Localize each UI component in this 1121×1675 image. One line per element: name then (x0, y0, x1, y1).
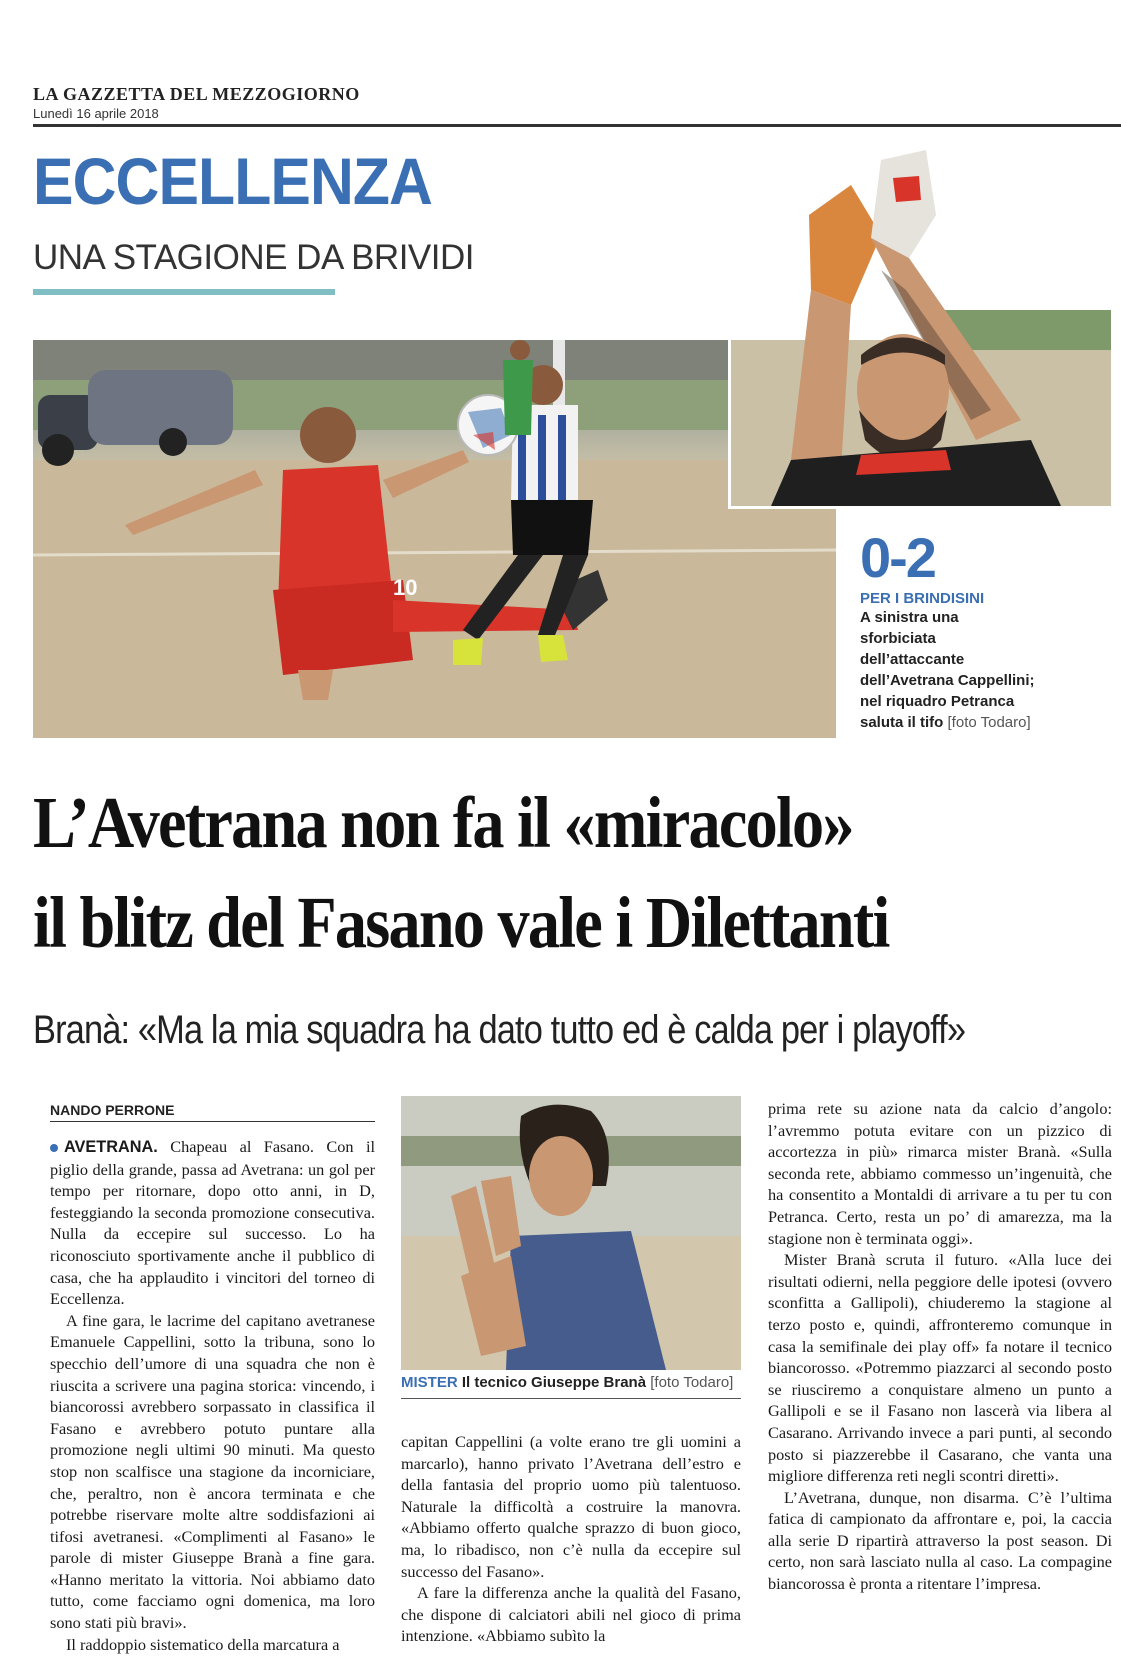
coach-illustration (401, 1096, 741, 1370)
caption-line: saluta il tifo (860, 714, 944, 731)
coach-photo-credit: [foto Todaro] (650, 1374, 734, 1391)
section-rule (33, 289, 335, 295)
section-subkicker: UNA STAGIONE DA BRIVIDI (33, 238, 475, 277)
paragraph-text: Chapeau al Fasano. Con il piglio della grande, passa ad Avetrana: un gol per tempo per ritornare, dopo otto anni, in D, festeggiando la seconda promozione consecutiva. Nulla da eccepire sul successo. Lo ha riconosciuto sportivamente anche il pubblico di casa, che ha applaudito i vincitori del torneo di Eccellenza. (50, 1137, 376, 1309)
caption-line: dell’attaccante (860, 651, 965, 668)
section-kicker: ECCELLENZA (33, 144, 432, 218)
article-paragraph: A fare la differenza anche la qualità del Fasano, che dispone di calciatori abili nel gioco di prima intenzione. «Abbiamo subìto la (401, 1583, 741, 1646)
article-paragraph: prima rete su azione nata da calcio d’angolo: l’avremmo potuta evitare con un pizzico di accortezza in più» rimarca mister Branà. «Sulla seconda rete, abbiamo commesso un’ingenuità, che ha consentito a Montaldi di arrivare a tu per tu con Petranca. Certo, resta un po’ di amarezza, ma la stagione non è terminata oggi». (768, 1099, 1112, 1248)
caption-line-last (860, 712, 1090, 733)
article-column-3 (768, 1098, 1112, 1595)
coach-caption-text: Il tecnico Giuseppe Branà (461, 1374, 647, 1391)
coach-photo (401, 1096, 741, 1370)
article-paragraph: A fine gara, le lacrime del capitano avetranese Emanuele Cappellini, sotto la tribuna, sono lo specchio dell’umore di una squadra che non è riuscita a scrivere una pagina storica: vincendo, i biancorossi avrebbero sorpassato in classifica il Fasano e avrebbero potuto puntare alla promozione negli ultimi 90 minuti. Ma questo stop non scalfisce una stagione da incorniciare, che, peraltro, non è ancora terminata e che potrebbe riservare molte altre soddisfazioni ai tifosi avetranesi. «Complimenti al Fasano» le parole di mister Giuseppe Branà a fine gara. «Hanno meritato la vittoria. Noi abbiamo dato tutto, come facciamo ogni domenica, ma loro sono stati più bravi». (50, 1310, 375, 1633)
coach-caption-rule (401, 1398, 741, 1399)
inset-goalkeeper-photo (728, 140, 1111, 509)
caption-line: A sinistra una (860, 609, 959, 626)
article-paragraph: Mister Branà scruta il futuro. «Alla luce dei risultati odierni, nella peggiore delle ipotesi (ovvero sconfitta a Gallipoli), chiuderemo la stagione al terzo posto e, quindi, affronteremo comunque in casa la semifinale dei play off» fa notare il tecnico biancorosso. «Potremmo piazzarci al secondo posto se riusciremo a conquistare almeno un punto a Gallipoli e se il Fasano non lascerà via libera al Casarano. Arrivando invece a pari punti, al secondo posto si piazzerebbe il Casarano, che vanta una migliore differenza reti negli scontri diretti». (768, 1250, 1112, 1486)
dateline: AVETRANA. (64, 1138, 158, 1156)
jersey-number: 10 (393, 575, 418, 600)
caption-kicker: PER I BRINDISINI (860, 590, 985, 607)
headline-line-1: L’Avetrana non fa il «miracolo» (33, 782, 853, 863)
article-paragraph: L’Avetrana, dunque, non disarma. C’è l’ultima fatica di campionato da affrontare e, poi, la caccia alla serie D ripartirà attraverso la post season. Di certo, non sarà lasciato nulla al caso. La compagine biancorossa è pronta a ritentare l’impresa. (768, 1487, 1112, 1594)
article-paragraph: Il raddoppio sistematico della marcatura a (66, 1634, 340, 1654)
coach-caption (401, 1374, 746, 1391)
caption-line: sforbiciata (860, 630, 936, 647)
coach-caption-kicker: MISTER (401, 1374, 458, 1391)
caption-line: dell’Avetrana Cappellini; (860, 672, 1035, 689)
main-match-photo (33, 340, 836, 738)
match-score: 0-2 (860, 526, 935, 589)
caption-text (860, 607, 1090, 733)
photo-caption-box (860, 526, 1090, 733)
bullet-icon (50, 1144, 58, 1152)
byline: NANDO PERRONE (50, 1102, 175, 1118)
caption-line: nel riquadro Petranca (860, 693, 1015, 710)
issue-date: Lunedì 16 aprile 2018 (33, 106, 159, 121)
article-column-1 (50, 1136, 375, 1655)
article-paragraph: capitan Cappellini (a volte erano tre gli uomini a marcarlo), hanno privato l’Avetrana dell’estro e della fantasia del proprio uomo più talentuoso. Naturale la difficoltà a costruire la manovra. «Abbiamo offerto qualche sprazzo di buon gioco, ma, lo ribadisco, non c’è nulla da eccepire sul successo del Fasano». (401, 1432, 741, 1581)
article-paragraph (50, 1136, 375, 1310)
photo-credit: [foto Todaro] (947, 714, 1031, 731)
masthead-title: LA GAZZETTA DEL MEZZOGIORNO (33, 84, 360, 104)
goalkeeper-illustration (731, 140, 1111, 506)
article-column-2 (401, 1431, 741, 1647)
headline-deck: Branà: «Ma la mia squadra ha dato tutto ed è calda per i playoff» (33, 1008, 966, 1052)
byline-rule (50, 1121, 375, 1122)
match-photo-illustration (33, 340, 836, 738)
headline-line-2: il blitz del Fasano vale i Dilettanti (33, 882, 889, 963)
masthead-rule (33, 124, 1121, 127)
